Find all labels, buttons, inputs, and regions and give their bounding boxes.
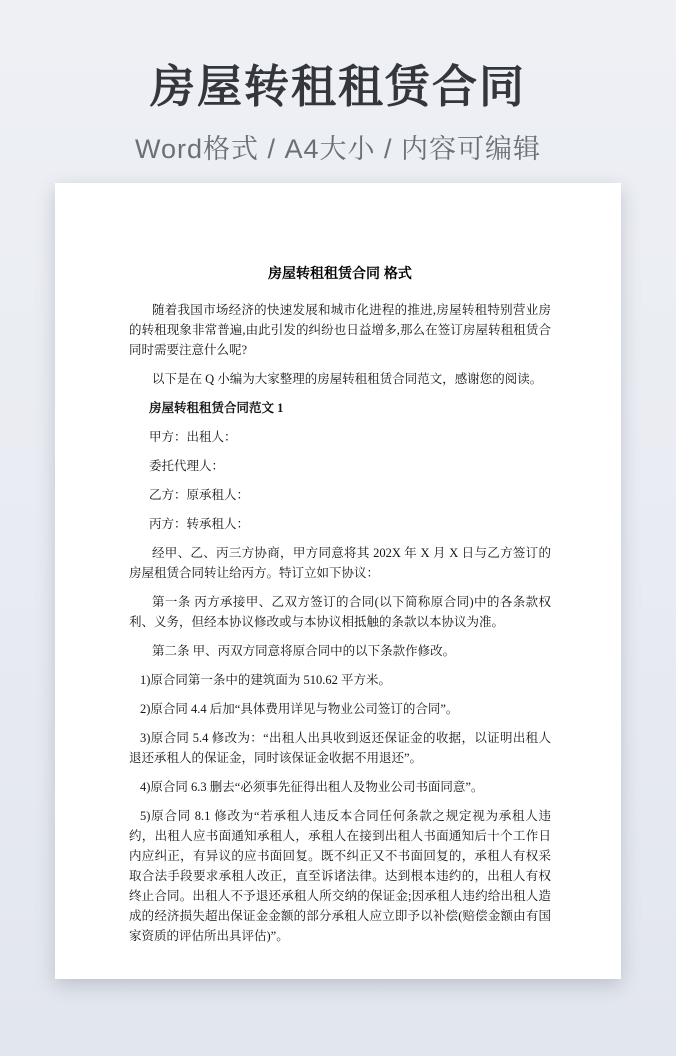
doc-list-item: 4)原合同 6.3 删去“必须事先征得出租人及物业公司书面同意”。 bbox=[140, 780, 484, 794]
doc-heading: 房屋转租租赁合同范文 1 bbox=[149, 401, 284, 415]
doc-list-item: 2)原合同 4.4 后加“具体费用详见与物业公司签订的合同”。 bbox=[140, 702, 459, 716]
doc-title: 房屋转租租赁合同 格式 bbox=[268, 265, 412, 281]
doc-field-line: 委托代理人： bbox=[149, 459, 225, 473]
page-subtitle: Word格式 / A4大小 / 内容可编辑 bbox=[134, 134, 542, 164]
doc-list-item: 5)原合同 8.1 修改为“若承租人违反本合同任何条款之规定视为承租人违约，出租人应书面通知承租人，承租人在接到出租人书面通知后十个工作日内应纠正，有异议的应书面回复。既不纠正又不书面回复的，承租人有权采取合法手段要求承租人改正，直至诉诸法律。达到根本违约的，出租人有权终止合同。出租人不予退还承租人所交纳的保证金;因承租人违约给出租人造成的经济损失超出保证金金额的部分承租人应立即予以补偿(赔偿金额由有国家资质的评估所出具评估)”。 bbox=[129, 809, 551, 943]
doc-field-line: 丙方：转承租人： bbox=[149, 517, 250, 531]
doc-paragraph: 经甲、乙、丙三方协商，甲方同意将其 202X 年 X 月 X 日与乙方签订的房屋租赁合同转让给丙方。特订立如下协议： bbox=[129, 546, 551, 580]
doc-list-item: 3)原合同 5.4 修改为：“出租人出具收到返还保证金的收据，以证明出租人退还承租人的保证金，同时该保证金收据不用退还”。 bbox=[129, 731, 551, 765]
document-body bbox=[55, 183, 621, 946]
doc-paragraph: 以下是在 Q 小编为大家整理的房屋转租租赁合同范文，感谢您的阅读。 bbox=[152, 372, 543, 386]
page-title: 房屋转租租赁合同 bbox=[149, 61, 526, 112]
preview-header bbox=[0, 0, 676, 166]
doc-paragraph: 第二条 甲、丙双方同意将原合同中的以下条款作修改。 bbox=[152, 644, 456, 658]
doc-paragraph: 第一条 丙方承接甲、乙双方签订的合同(以下简称原合同)中的各条款权利、义务，但经本协议修改或与本协议相抵触的条款以本协议为准。 bbox=[129, 595, 551, 629]
doc-field-line: 乙方：原承租人： bbox=[149, 488, 250, 502]
doc-list-item: 1)原合同第一条中的建筑面为 510.62 平方米。 bbox=[140, 673, 392, 687]
a4-document-page bbox=[55, 183, 621, 979]
doc-paragraph: 随着我国市场经济的快速发展和城市化进程的推进,房屋转租特别营业房的转租现象非常普遍,由此引发的纠纷也日益增多,那么在签订房屋转租租赁合同时需要注意什么呢? bbox=[129, 303, 551, 357]
doc-field-line: 甲方：出租人： bbox=[149, 430, 237, 444]
